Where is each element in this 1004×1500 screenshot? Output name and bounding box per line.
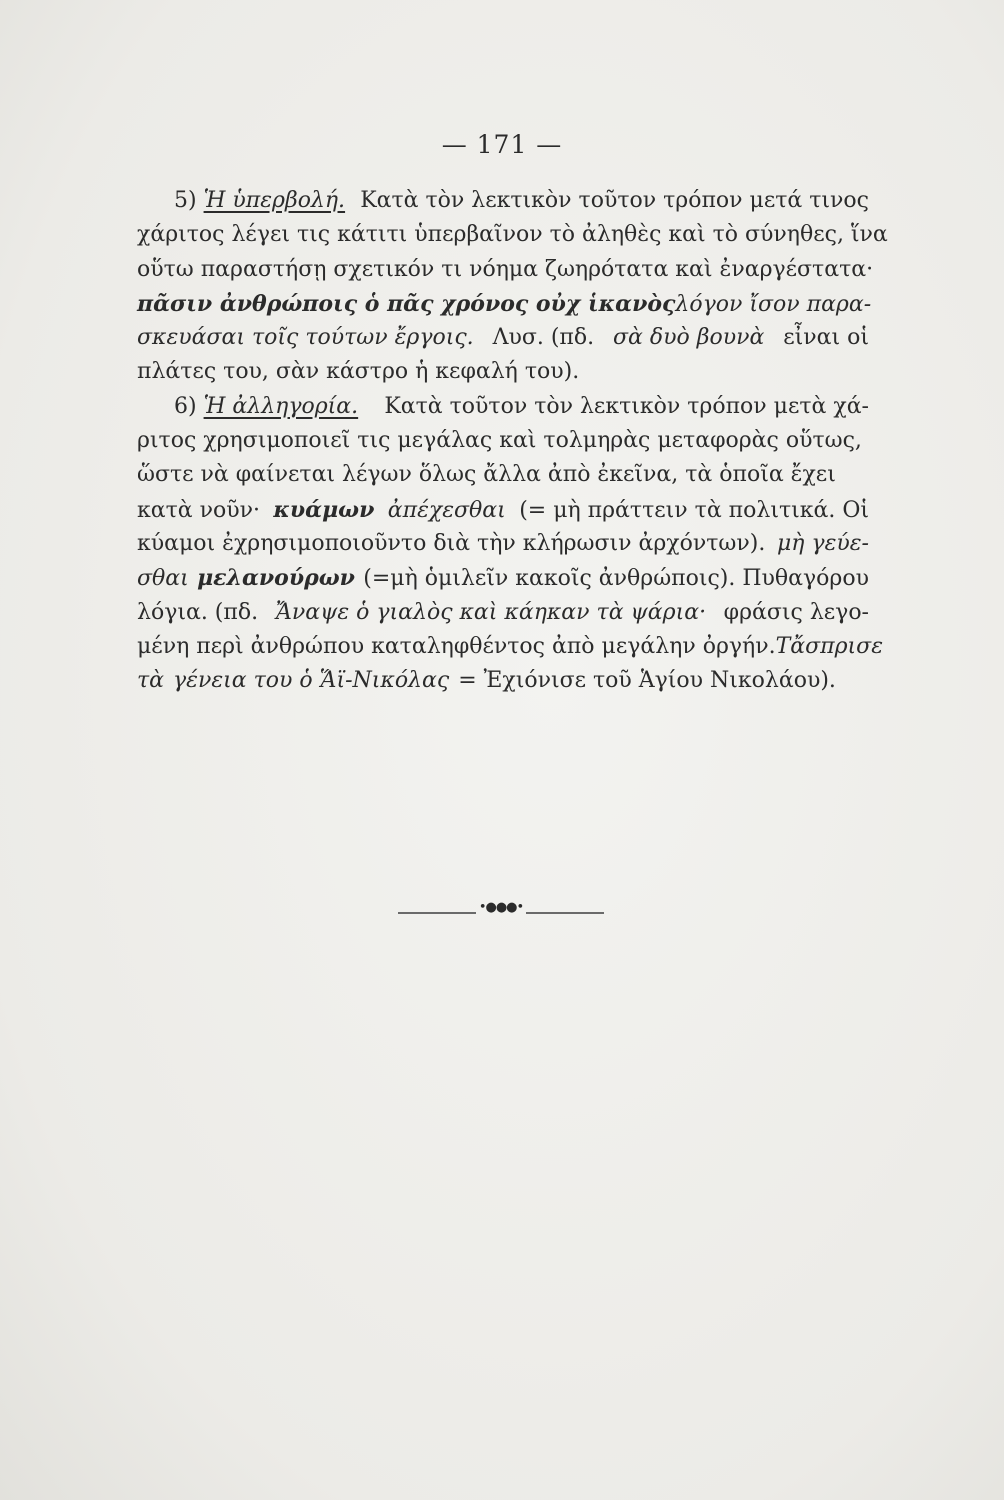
text-line	[137, 531, 869, 565]
section-number: 5)	[174, 188, 204, 213]
text-line	[137, 668, 869, 702]
text-span: (=μὴ ὁμιλεῖν κακοῖς ἀνθρώποις). Πυθαγόρου	[363, 566, 869, 592]
citation: Λυσ. (πδ.	[492, 325, 595, 351]
divider-line	[398, 912, 476, 914]
example-italic: σὰ δυὸ βουνὰ	[613, 325, 765, 351]
divider-line	[526, 912, 604, 914]
text-line	[137, 188, 869, 222]
text-span: ριτος χρησιμοποιεῖ τις μεγάλας καὶ τολμηρὰς μεταφορὰς οὕτως,	[137, 428, 862, 454]
divider-ornament: •●●●•	[478, 900, 524, 915]
text-line	[137, 256, 874, 291]
quote-italic: λόγον ἴσον παρα-	[675, 291, 872, 317]
text-span: οὕτω παραστήσῃ σχετικόν τι νόημα ζωηρότατα καὶ ἐναργέστατα·	[137, 256, 874, 282]
text-span: λόγια. (πδ.	[137, 599, 259, 625]
text-line	[137, 600, 869, 634]
text-line	[137, 394, 869, 428]
text-span: φράσις λεγο-	[723, 599, 869, 625]
quote-bold: κυάμων	[273, 496, 375, 523]
example-italic: Ἄναψε ὁ γιαλὸς καὶ κάηκαν τὰ ψάρια·	[275, 599, 707, 625]
text-span: εἶναι οἱ	[783, 325, 869, 351]
text-line	[137, 497, 869, 531]
text-span: = Ἐχιόνισε τοῦ Ἁγίου Νικολάου).	[458, 668, 836, 694]
section-heading: Ἡ ἀλληγορία.	[203, 393, 359, 419]
example-italic: γένεια του ὁ Ἅϊ-Νικόλας	[173, 668, 450, 694]
example-italic: τὰ	[137, 668, 165, 694]
text-line	[137, 565, 869, 599]
text-span: Κατὰ τὸν λεκτικὸν τοῦτον τρόπον μετά τινος	[360, 188, 869, 213]
text-line	[137, 222, 888, 256]
quote-italic: μὴ γεύε-	[776, 530, 869, 556]
text-line	[137, 325, 869, 359]
text-span: κύαμοι ἐχρησιμοποιοῦντο διὰ τὴν κλήρωσιν ἀρχόντων).	[137, 530, 766, 556]
text-span: πλάτες του, σὰν κάστρο ἡ κεφαλή του).	[137, 359, 580, 385]
example-italic: Τἄσπρισε	[775, 633, 883, 659]
text-span: κατὰ νοῦν·	[137, 497, 260, 523]
section-divider	[398, 900, 604, 918]
text-line	[137, 633, 883, 668]
quote-italic: σκευάσαι τοῖς τούτων ἔργοις.	[137, 325, 474, 351]
quote-italic: ἀπέχεσθαι	[387, 497, 506, 523]
text-span: (= μὴ πράττειν τὰ πολιτικά. Οἱ	[519, 497, 869, 523]
text-line	[137, 290, 872, 325]
text-span: ὥστε νὰ φαίνεται λέγων ὅλως ἄλλα ἀπὸ ἐκεῖνα, τὰ ὁποῖα ἔχει	[137, 462, 836, 488]
text-line	[137, 428, 869, 462]
quote-italic: σθαι	[137, 566, 189, 592]
section-heading: Ἡ ὑπερβολή.	[203, 188, 346, 213]
text-span: χάριτος λέγει τις κάτιτι ὑπερβαῖνον τὸ ἀληθὲς καὶ τὸ σύνηθες, ἵνα	[137, 222, 888, 248]
quote-bold: μελανούρων	[197, 565, 355, 592]
page-number: — 171 —	[441, 130, 563, 159]
text-span: μένη περὶ ἀνθρώπου καταληφθέντος ἀπὸ μεγάλην ὀργήν.	[137, 633, 776, 659]
body-text	[137, 188, 888, 702]
text-span: Κατὰ τοῦτον τὸν λεκτικὸν τρόπον μετὰ χά-	[384, 393, 869, 419]
text-line	[137, 359, 869, 393]
text-line	[137, 462, 869, 496]
quote-bold: πᾶσιν ἀνθρώποις ὁ πᾶς χρόνος οὐχ ἱκανὸς	[137, 290, 676, 317]
section-number: 6)	[174, 393, 204, 419]
